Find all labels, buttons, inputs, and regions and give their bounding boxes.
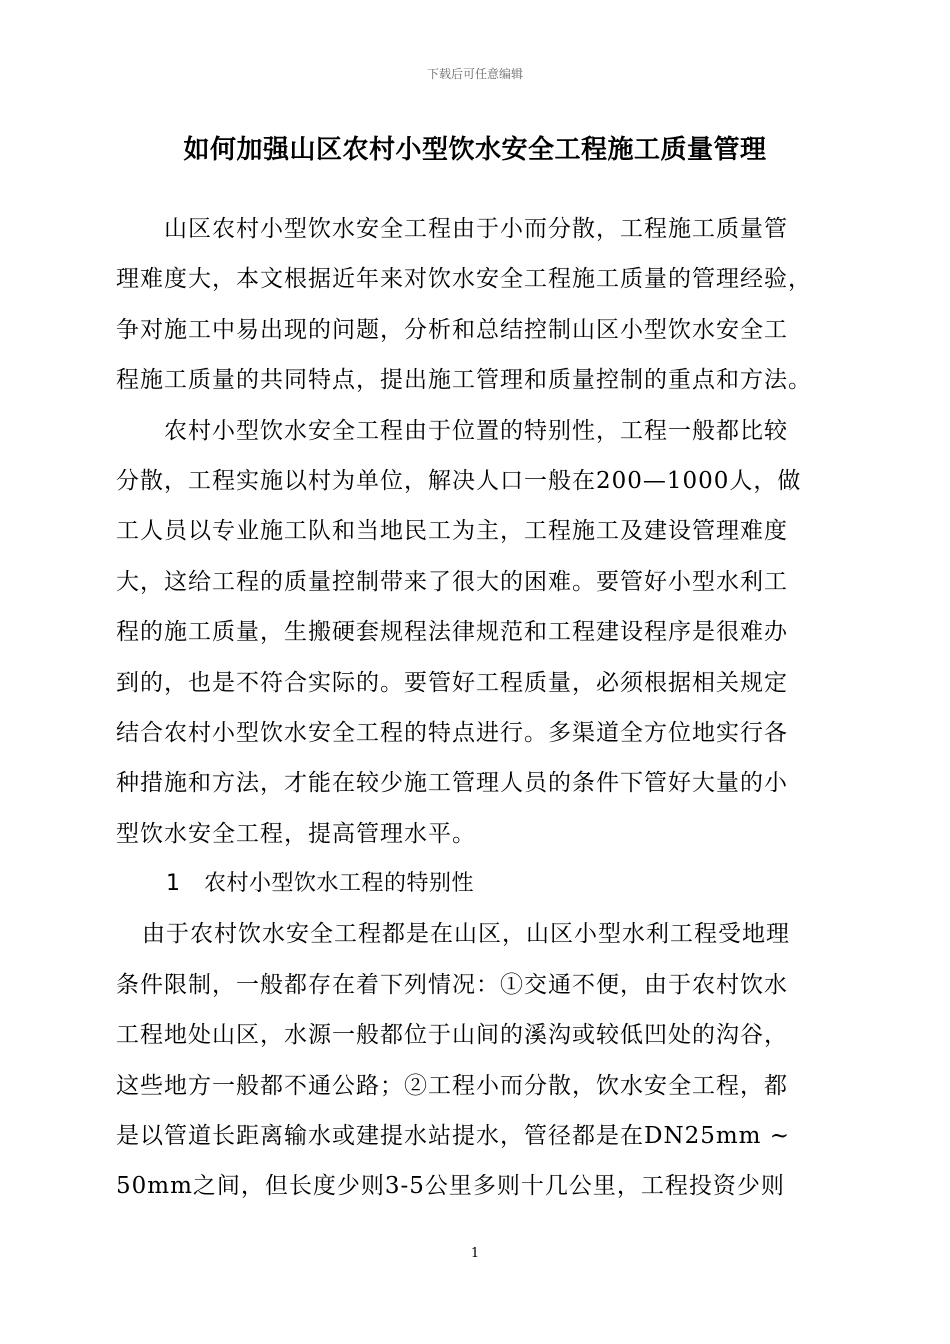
text-line: 50mm之间，但长度少则3-5公里多则十几公里，工程投资少则 (116, 1173, 785, 1200)
text-line: 程的施工质量，生搬硬套规程法律规范和工程建设程序是很难办 (116, 619, 788, 646)
text-line: 工人员以专业施工队和当地民工为主，工程施工及建设管理难度 (116, 518, 788, 545)
text-line: 理难度大，本文根据近年来对饮水安全工程施工质量的管理经验， (116, 266, 812, 293)
text-line: 大，这给工程的质量控制带来了很大的困难。要管好小型水利工 (116, 568, 788, 595)
paragraph-intro (116, 204, 836, 406)
text-line: 农村小型饮水安全工程由于位置的特别性，工程一般都比较 (164, 417, 788, 444)
text-line: 结合农村小型饮水安全工程的特点进行。多渠道全方位地实行各 (116, 719, 788, 746)
text-line: 由于农村饮水安全工程都是在山区，山区小型水利工程受地理 (142, 921, 790, 948)
text-line: 程施工质量的共同特点，提出施工管理和质量控制的重点和方法。 (116, 367, 812, 394)
text-line: 条件限制，一般都存在着下列情况：①交通不便，由于农村饮水 (116, 971, 788, 998)
text-line: 种措施和方法，才能在较少施工管理人员的条件下管好大量的小 (116, 770, 788, 797)
paragraph-characteristics (116, 909, 836, 1211)
section-title: 农村小型饮水工程的特别性 (204, 871, 475, 897)
text-line: 到的，也是不符合实际的。要管好工程质量，必须根据相关规定 (116, 669, 788, 696)
text-line: 分散，工程实施以村为单位，解决人口一般在200—1000人，做 (116, 467, 802, 494)
text-line: 型饮水安全工程，提高管理水平。 (116, 820, 476, 847)
page-number: 1 (470, 1246, 480, 1261)
section-heading (116, 859, 836, 909)
text-line: 是以管道长距离输水或建提水站提水，管径都是在DN25mm ~ (116, 1123, 791, 1150)
document-title: 如何加强山区农村小型饮水安全工程施工质量管理 (183, 135, 767, 165)
page-header: 下载后可任意编辑 (426, 67, 523, 81)
document-body (116, 204, 836, 1212)
paragraph-background (116, 406, 836, 860)
text-line: 这些地方一般都不通公路；②工程小而分散，饮水安全工程，都 (116, 1072, 788, 1099)
text-line: 工程地处山区，水源一般都位于山间的溪沟或较低凹处的沟谷， (116, 1022, 788, 1049)
text-line: 争对施工中易出现的问题，分析和总结控制山区小型饮水安全工 (116, 316, 788, 343)
section-number: 1 (166, 871, 181, 897)
text-line: 山区农村小型饮水安全工程由于小而分散，工程施工质量管 (164, 216, 788, 242)
